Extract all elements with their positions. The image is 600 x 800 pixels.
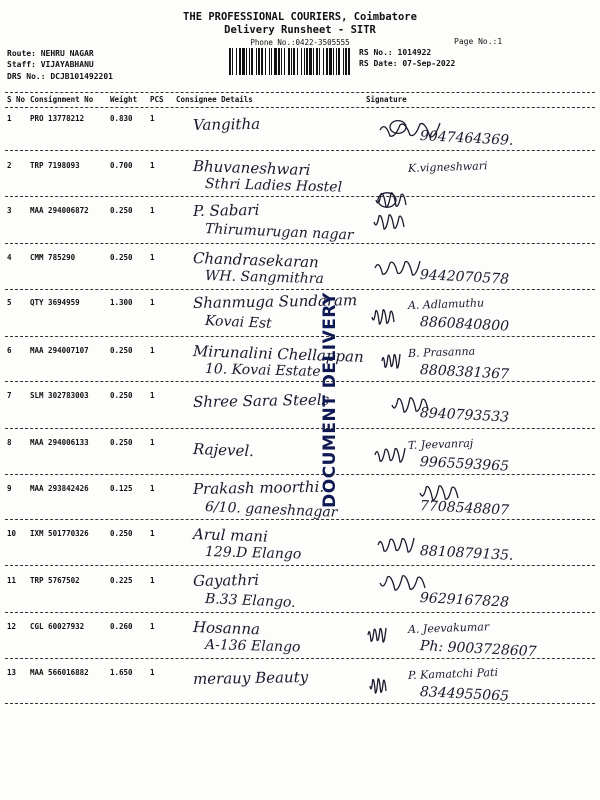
cell-weight: 1.300: [110, 298, 133, 307]
cell-pcs: 1: [150, 161, 155, 170]
cell-cons: TRP 5767502: [30, 576, 80, 585]
cell-cons: SLM 302783003: [30, 391, 89, 400]
column-header: Weight: [110, 95, 138, 104]
cell-weight: 0.250: [110, 346, 133, 355]
handwritten-text: Mirunalini Chellappan: [192, 342, 364, 366]
barcode-bar: [284, 48, 285, 75]
cell-pcs: 1: [150, 391, 155, 400]
handwritten-text: 6/10. ganeshnagar: [204, 499, 338, 521]
handwritten-text: Chandrasekaran: [192, 249, 320, 272]
handwritten-text: Gayathri: [192, 570, 260, 590]
handwritten-text: 10. Kovai Estate: [204, 361, 321, 381]
row-divider: [5, 381, 595, 382]
signature-scribble: [378, 538, 414, 552]
barcode-bar: [309, 48, 312, 75]
cell-sno: 1: [7, 114, 12, 123]
handwritten-text: P. Sabari: [192, 200, 260, 220]
cell-pcs: 1: [150, 484, 155, 493]
handwritten-text: P. Kamatchi Pati: [407, 665, 499, 682]
barcode-bar: [336, 48, 337, 75]
handwritten-text: 7708548807: [419, 498, 510, 519]
cell-sno: 10: [7, 529, 17, 538]
barcode-bar: [232, 48, 233, 75]
barcode-bar: [304, 48, 305, 75]
barcode-bar: [271, 48, 272, 75]
cell-cons: MAA 294006872: [30, 206, 89, 215]
drs-number: DRS No.: DCJB101492201: [7, 72, 113, 81]
row-divider: [5, 565, 595, 566]
row-divider: [5, 107, 595, 108]
cell-sno: 2: [7, 161, 12, 170]
cell-weight: 0.700: [110, 161, 133, 170]
cell-cons: MAA 293842426: [30, 484, 89, 493]
signature-loop: [378, 193, 396, 207]
handwritten-text: Hosanna: [192, 618, 261, 639]
handwritten-text: WH. Sangmithra: [204, 268, 325, 288]
handwritten-text: 8860840800: [419, 314, 510, 335]
cell-pcs: 1: [150, 206, 155, 215]
barcode-bar: [261, 48, 263, 75]
signature-scribble: [370, 679, 386, 693]
cell-sno: 4: [7, 253, 12, 262]
handwritten-text: Shanmuga Sundaram: [192, 291, 358, 312]
barcode-bar: [274, 48, 277, 75]
cell-weight: 0.250: [110, 391, 133, 400]
cell-cons: QTY 3694959: [30, 298, 80, 307]
cell-pcs: 1: [150, 622, 155, 631]
row-divider: [5, 336, 595, 337]
barcode-bar: [246, 48, 247, 75]
handwritten-text: B. Prasanna: [407, 344, 476, 360]
barcode-bar: [229, 48, 231, 75]
handwritten-text: 9965593965: [419, 454, 510, 475]
runsheet-title: Delivery Runsheet - SITR: [224, 24, 376, 36]
handwritten-text: Rajevel.: [192, 440, 255, 461]
signature-scribble: [380, 576, 425, 590]
column-header: PCS: [150, 95, 164, 104]
cell-weight: 0.225: [110, 576, 133, 585]
signature-scribble: [372, 310, 394, 324]
signature-scribble: [375, 448, 405, 462]
cell-cons: CMM 785290: [30, 253, 76, 262]
cell-weight: 0.250: [110, 253, 133, 262]
barcode-bar: [293, 48, 295, 75]
cell-weight: 0.250: [110, 206, 133, 215]
barcode-bar: [239, 48, 241, 75]
cell-sno: 5: [7, 298, 12, 307]
barcode-bar: [333, 48, 334, 75]
cell-cons: PRO 13778212: [30, 114, 85, 123]
handwritten-text: Kovai Est: [204, 313, 273, 332]
cell-weight: 0.260: [110, 622, 133, 631]
cell-pcs: 1: [150, 253, 155, 262]
handwritten-text: Arul mani: [192, 525, 269, 546]
column-header: Consignee Details: [176, 95, 253, 104]
barcode-bar: [323, 48, 324, 75]
cell-weight: 1.650: [110, 668, 133, 677]
barcode-bar: [348, 48, 350, 75]
handwritten-text: Shree Sara Steels: [192, 390, 330, 411]
handwritten-text: 8810879135.: [419, 543, 514, 564]
rs-number: RS No.: 1014922: [359, 48, 432, 57]
barcode-bar: [301, 48, 302, 75]
barcode-bar: [319, 48, 320, 75]
row-divider: [5, 289, 595, 290]
cell-pcs: 1: [150, 668, 155, 677]
handwritten-text: A-136 Elango: [204, 637, 301, 656]
signature-scribble: [375, 261, 420, 275]
company-name: THE PROFESSIONAL COURIERS, Coimbatore: [183, 11, 417, 23]
barcode-bar: [278, 48, 280, 75]
handwritten-text: 9629167828: [419, 590, 510, 611]
barcode: [228, 48, 354, 75]
barcode-bar: [297, 48, 298, 75]
cell-sno: 12: [7, 622, 17, 631]
column-header: Signature: [366, 95, 407, 104]
barcode-bar: [316, 48, 318, 75]
cell-weight: 0.250: [110, 438, 133, 447]
handwritten-text: A. Adlamuthu: [407, 296, 485, 312]
handwritten-text: 8940793533: [419, 405, 510, 426]
row-divider: [5, 519, 595, 520]
handwritten-text: 8808381367: [419, 362, 510, 383]
route: Route: NEHRU NAGAR: [7, 49, 94, 58]
row-divider: [5, 474, 595, 475]
barcode-bar: [258, 48, 260, 75]
phone-number: Phone No.:0422-3505555: [250, 38, 350, 47]
cell-sno: 3: [7, 206, 12, 215]
barcode-bar: [242, 48, 245, 75]
handwritten-text: T. Jeevanraj: [407, 436, 474, 452]
signature-scribble: [368, 628, 386, 642]
handwritten-text: 9442070578: [419, 267, 510, 288]
handwritten-text: K.vigneshwari: [407, 159, 488, 175]
cell-sno: 13: [7, 668, 17, 677]
row-divider: [5, 658, 595, 659]
cell-cons: MAA 566016882: [30, 668, 89, 677]
handwritten-text: A. Jeevakumar: [407, 620, 490, 636]
handwritten-text: Thirumurugan nagar: [204, 221, 354, 244]
cell-weight: 0.250: [110, 529, 133, 538]
barcode-bar: [288, 48, 290, 75]
staff: Staff: VIJAYABHANU: [7, 60, 94, 69]
cell-cons: CGL 60027932: [30, 622, 85, 631]
cell-sno: 6: [7, 346, 12, 355]
column-header: S No: [7, 95, 26, 104]
barcode-bar: [291, 48, 292, 75]
handwritten-text: Vangitha: [192, 114, 261, 134]
cell-cons: MAA 294007107: [30, 346, 89, 355]
column-header: Consignment No: [30, 95, 94, 104]
cell-sno: 9: [7, 484, 12, 493]
cell-pcs: 1: [150, 298, 155, 307]
cell-pcs: 1: [150, 346, 155, 355]
barcode-bar: [236, 48, 237, 75]
handwritten-text: Bhuvaneshwari: [192, 157, 311, 180]
barcode-bar: [265, 48, 266, 75]
handwritten-text: merauy Beauty: [192, 667, 309, 688]
handwritten-text: Prakash moorthi.: [192, 477, 325, 498]
handwritten-text: Ph: 9003728607: [419, 638, 537, 661]
cell-sno: 7: [7, 391, 12, 400]
document-delivery-stamp: DOCUMENT DELIVERY: [320, 292, 340, 508]
cell-cons: MAA 294006133: [30, 438, 89, 447]
barcode-bar: [306, 48, 308, 75]
cell-cons: TRP 7198093: [30, 161, 80, 170]
barcode-bar: [249, 48, 250, 75]
cell-pcs: 1: [150, 438, 155, 447]
barcode-bar: [269, 48, 270, 75]
cell-cons: IXM 501770326: [30, 529, 89, 538]
barcode-bar: [343, 48, 344, 75]
row-divider: [5, 196, 595, 197]
barcode-bar: [326, 48, 328, 75]
row-divider: [5, 428, 595, 429]
barcode-bar: [345, 48, 347, 75]
row-divider: [5, 243, 595, 244]
cell-sno: 11: [7, 576, 17, 585]
row-divider: [5, 703, 595, 704]
barcode-bar: [256, 48, 257, 75]
row-divider: [5, 612, 595, 613]
signature-scribble: [382, 354, 400, 368]
cell-weight: 0.830: [110, 114, 133, 123]
rs-date: RS Date: 07-Sep-2022: [359, 59, 456, 68]
cell-pcs: 1: [150, 529, 155, 538]
barcode-bar: [251, 48, 253, 75]
handwritten-text: B.33 Elango.: [204, 591, 296, 611]
handwritten-text: 129.D Elango: [204, 544, 302, 563]
signature-scribble: [376, 193, 406, 207]
row-divider: [5, 92, 595, 93]
cell-weight: 0.125: [110, 484, 133, 493]
row-divider: [5, 150, 595, 151]
signature-loop: [390, 121, 406, 134]
page-number: Page No.:1: [454, 37, 503, 46]
barcode-bar: [338, 48, 340, 75]
barcode-bar: [329, 48, 332, 75]
handwritten-text: 8344955065: [419, 684, 510, 705]
barcode-bar: [281, 48, 282, 75]
handwritten-text: 9047464369.: [419, 128, 514, 149]
cell-sno: 8: [7, 438, 12, 447]
barcode-bar: [313, 48, 314, 75]
cell-pcs: 1: [150, 114, 155, 123]
signature-scribble: [374, 215, 404, 229]
cell-pcs: 1: [150, 576, 155, 585]
handwritten-text: Sthri Ladies Hostel: [204, 176, 343, 196]
